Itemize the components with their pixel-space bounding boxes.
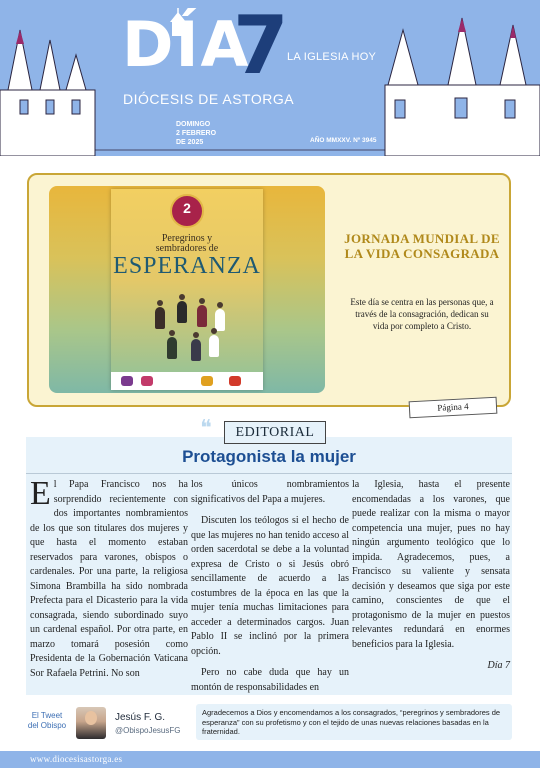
logo-icon	[201, 376, 213, 386]
drop-cap: E	[30, 475, 51, 512]
tweet-label-line1: El Tweet	[31, 711, 63, 720]
poster-big-word: ESPERANZA	[113, 253, 261, 279]
masthead-number: 7	[233, 0, 289, 92]
diocese-name: DIÓCESIS DE ASTORGA	[123, 91, 295, 107]
issue-date	[176, 120, 236, 147]
pilgrim-figure	[155, 307, 165, 329]
editorial-column-3	[352, 478, 510, 674]
avatar-face	[85, 711, 97, 725]
date-badge	[170, 194, 204, 228]
date-day: DOMINGO	[176, 121, 211, 128]
poster-title	[111, 234, 263, 254]
tweet-author-name: Jesús F. G.	[115, 712, 166, 723]
pilgrim-figure	[197, 305, 207, 327]
pilgrim-figure	[209, 335, 219, 357]
paragraph: Pero no cabe duda que hay un montón de responsabilidades en	[191, 667, 349, 693]
tweet-author-handle: @ObispoJesusFG	[115, 726, 181, 735]
editorial-column-1	[30, 475, 188, 688]
issue-number: AÑO MMXXV. Nº 3945	[310, 137, 377, 144]
poster-logos	[111, 372, 263, 390]
editorial-headline: Protagonista la mujer	[182, 447, 356, 466]
pilgrim-figure	[177, 301, 187, 323]
website-link[interactable]: www.diocesisastorga.es	[30, 754, 123, 764]
date-year: DE 2025	[176, 139, 204, 146]
tweet-section-label	[26, 711, 68, 731]
poster-title-line1: Peregrinos y	[161, 233, 213, 244]
pilgrim-figure	[215, 309, 225, 331]
pilgrim-figure	[191, 339, 201, 361]
jornada-poster-image	[49, 186, 325, 393]
editorial-column-2	[191, 478, 349, 702]
date-date: 2 FEBRERO	[176, 130, 217, 137]
logo-icon	[121, 376, 133, 386]
badge-number: 2	[183, 200, 191, 216]
feature-box	[27, 173, 511, 407]
feature-title: JORNADA MUNDIAL DE LA VIDA CONSAGRADA	[344, 231, 500, 261]
logo-icon	[141, 376, 153, 386]
masthead	[0, 0, 540, 156]
masthead-tagline: LA IGLESIA HOY	[287, 51, 377, 63]
tweet-text: Agradecemos a Dios y encomendamos a los consagrados, “peregrinos y sembradores de esperanza” con su profetismo y con el tejido de unas nuevas relaciones basadas en la fraternidad.	[202, 708, 501, 736]
bishop-avatar	[76, 707, 106, 739]
editorial-signature: Día 7	[487, 660, 510, 671]
quote-icon: ❝	[200, 416, 212, 441]
paragraph: Discuten los teólogos si el hecho de que las mujeres no han tenido acceso al orden sacerdotal se debe a la voluntad expresa de Cristo o si Jesús obró sencillamente de acuerdo a las costumbres de la época en las que la mujer tenía muchas limitaciones para acceder a determinados cargos. Juan Pablo II se inclinó por la primera opción.	[191, 515, 349, 657]
feature-text: Este día se centra en las personas que, a través de la consagración, dedican su vida por completo a Cristo.	[350, 297, 494, 331]
tweet-label-line2: del Obispo	[27, 721, 67, 730]
poster-card	[111, 189, 263, 390]
paragraph: los únicos nombramientos significativos del Papa a mujeres.	[191, 479, 349, 505]
page-reference: Página 4	[409, 397, 498, 419]
pilgrim-figure	[167, 337, 177, 359]
paragraph-text: l Papa Francisco nos ha sorprendido recientemente con dos importantes nombramientos de los que son titulares dos mujeres y que hasta el momento estaban reservados para varones, obispos o cardenales. Por una parte, la religiosa Simona Brambilla ha sido nombrada Prefecta para el Dicasterio para la vida consagrada, siendo subordinado suyo un cardenal español. Por otra parte, en marzo tomará posesión como Presidenta de la Gobernación Vaticana Sor Rafaela Petrini. No son	[30, 479, 188, 679]
section-label: EDITORIAL	[224, 421, 326, 444]
divider	[26, 473, 512, 474]
paragraph	[30, 475, 188, 681]
logo-icon	[229, 376, 241, 386]
paragraph: la Iglesia, hasta el presente encomendadas a los varones, que puede realizar con la misma o mayor competencia una mujer, pues no hay ningún argumento teológico que lo impida. Agradecemos, pues, a Francisco su valiente y sensata decisión y deseamos que siga por este camino, conscientes de que el protagonismo de la mujer en puestos relevantes redundará en enormes beneficios para la Iglesia.	[352, 479, 510, 650]
masthead-title: DÍA	[122, 8, 251, 81]
poster-title-line2: sembradores de	[155, 243, 219, 254]
